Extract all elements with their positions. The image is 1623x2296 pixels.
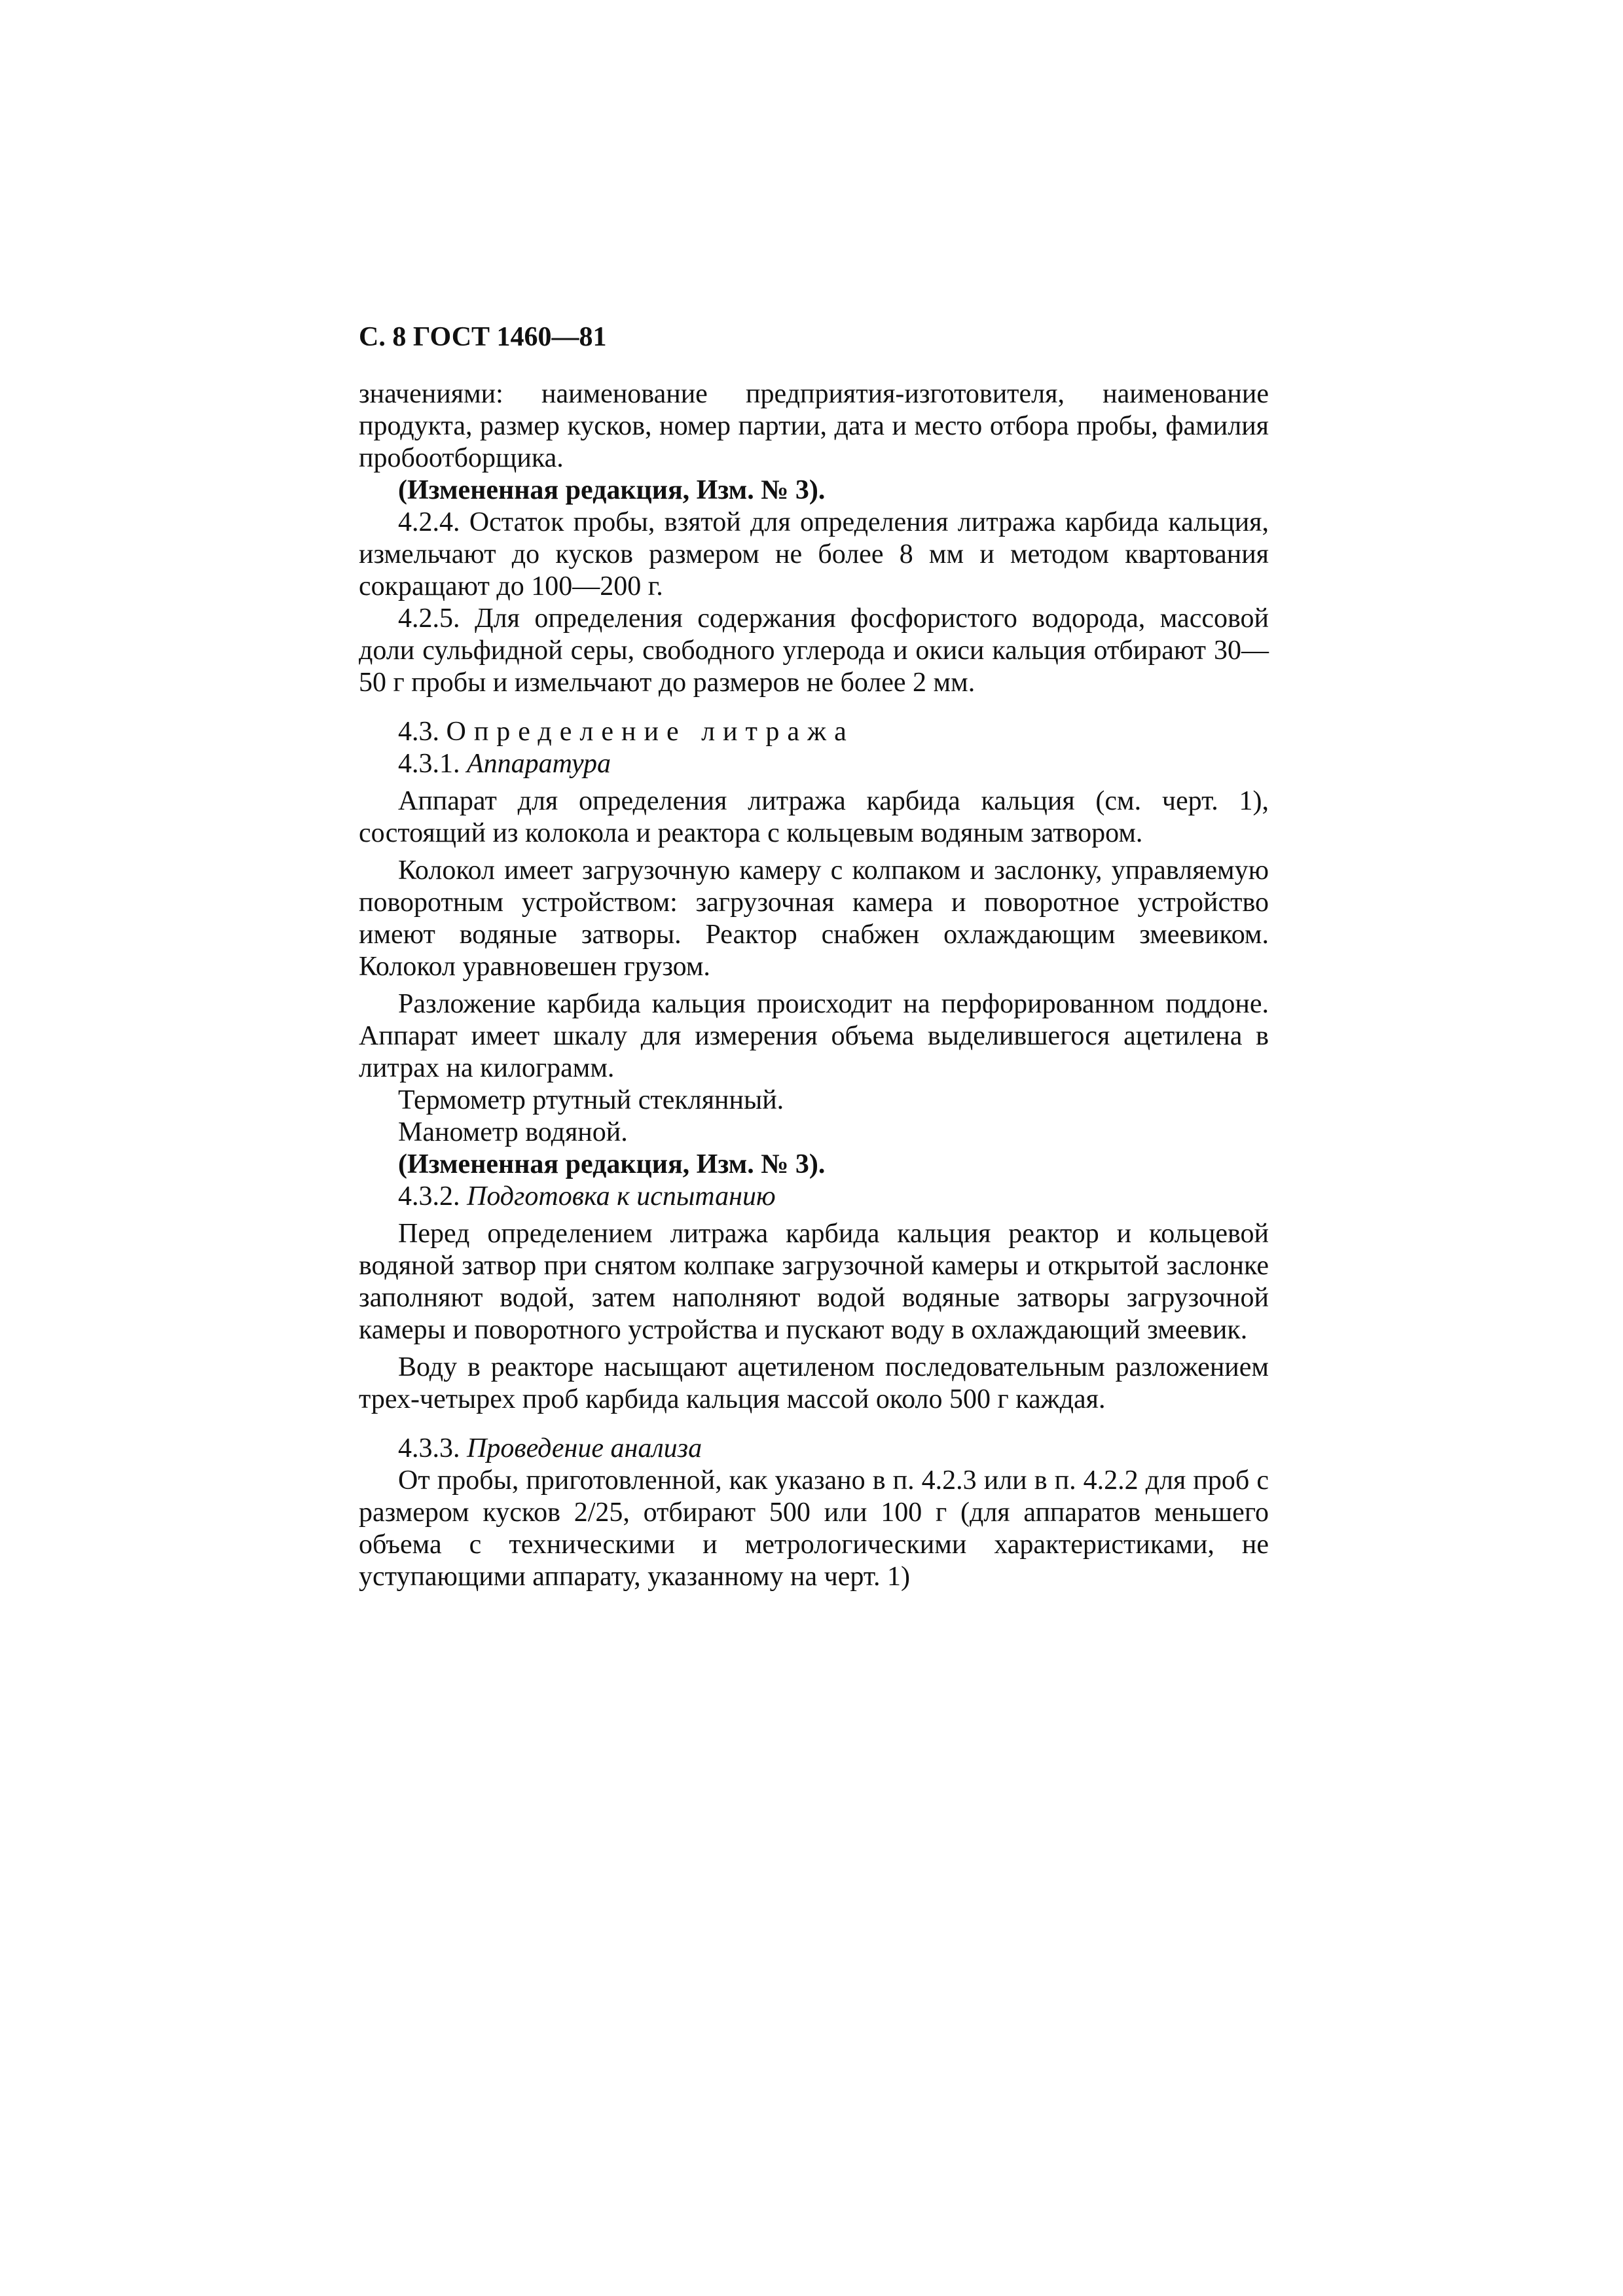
section-heading-4-3 [359,716,1269,748]
page-header: С. 8 ГОСТ 1460—81 [359,322,607,352]
subsection-heading-4-3-3 [359,1433,1269,1465]
analysis-paragraph: От пробы, приготовленной, как указано в п. 4.2.3 или в п. 4.2.2 для проб с размером кусков 2/25, отбирают 500 или 100 г (для аппаратов меньшего объема с техническими и метрологическими характеристиками, не уступающими аппарату, указанному на черт. 1) [359,1465,1269,1592]
thermometer-line: Термометр ртутный стеклянный. [398,1085,784,1115]
bell-paragraph: Колокол имеет загрузочную камеру с колпаком и заслонку, управляемую поворотным устройством: загрузочная камера и поворотное устройство имеют водяные затворы. Реактор снабжен охлаждающим змеевиком. Колокол уравновешен грузом. [359,855,1269,982]
subsection-number: 4.3.2. [398,1181,460,1211]
subsection-heading-4-3-1 [359,748,1269,780]
decomposition-paragraph: Разложение карбида кальция происходит на перфорированном поддоне. Аппарат имеет шкалу для измерения объема выделившегося ацетилена в литрах на килограмм. [359,989,1269,1083]
subsection-number: 4.3.1. [398,749,460,779]
subsection-title: Подготовка к испытанию [467,1181,776,1211]
subsection-title: Проведение анализа [467,1433,702,1463]
paragraph-continuation: значениями: наименование предприятия-изготовителя, наименование продукта, размер кусков, номер партии, дата и место отбора пробы, фамилия пробоотборщика. [359,379,1269,473]
clause-4-2-4: 4.2.4. Остаток пробы, взятой для определения литража карбида кальция, измельчают до кусков размером не более 8 мм и методом квартования сокращают до 100—200 г. [359,507,1269,601]
apparatus-paragraph: Аппарат для определения литража карбида кальция (см. черт. 1), состоящий из колокола и реактора с кольцевым водяным затвором. [359,786,1269,848]
clause-4-2-5: 4.2.5. Для определения содержания фосфористого водорода, массовой доли сульфидной серы, свободного углерода и окиси кальция отбирают 30—50 г пробы и измельчают до размеров не более 2 мм. [359,603,1269,698]
subsection-heading-4-3-2 [359,1181,1269,1213]
subsection-title: Аппаратура [467,749,611,779]
subsection-number: 4.3.3. [398,1433,460,1463]
amendment-note: (Измененная редакция, Изм. № 3). [398,1149,826,1179]
amendment-note: (Измененная редакция, Изм. № 3). [398,475,826,505]
page-content [359,321,1269,1593]
section-title: Определение литража [446,717,854,747]
section-number: 4.3. [398,717,439,747]
saturation-paragraph: Воду в реакторе насыщают ацетиленом последовательным разложением трех-четырех проб карбида кальция массой около 500 г каждая. [359,1352,1269,1414]
preparation-paragraph: Перед определением литража карбида кальция реактор и кольцевой водяной затвор при снятом колпаке загрузочной камеры и открытой заслонке заполняют водой, затем наполняют водой водяные затворы загрузочной камеры и поворотного устройства и пускают воду в охлаждающий змеевик. [359,1219,1269,1345]
manometer-line: Манометр водяной. [398,1117,628,1147]
